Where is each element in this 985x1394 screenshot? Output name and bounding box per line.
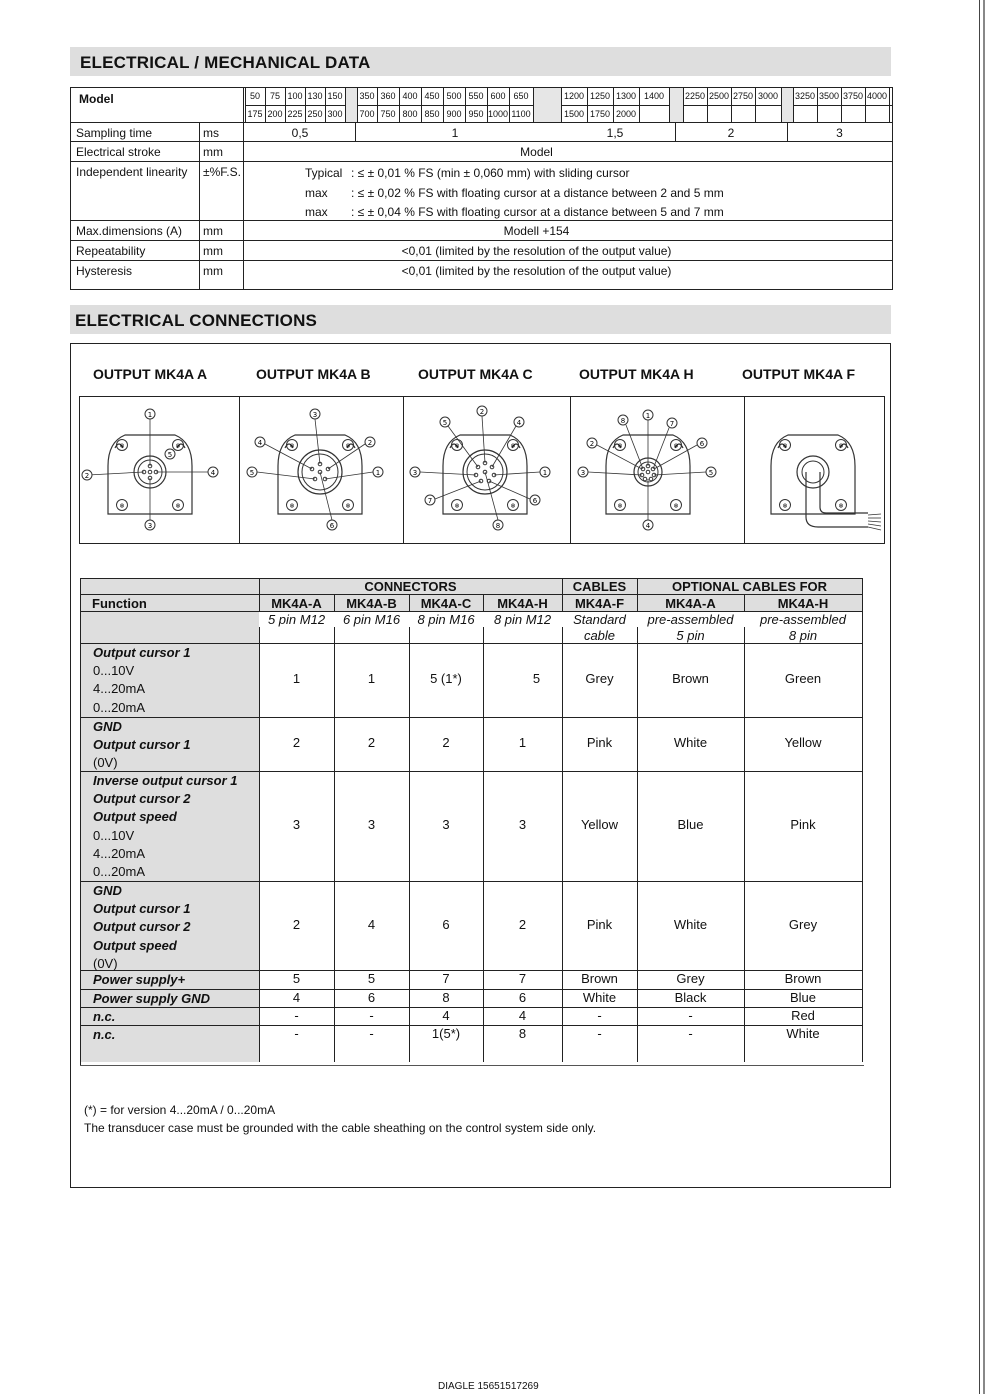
cell-value: Brown: [784, 971, 822, 986]
model-value: 100: [287, 91, 303, 101]
model-value: 950: [468, 109, 484, 119]
model-value: 1200: [563, 91, 585, 101]
model-value: 350: [359, 91, 375, 101]
model-value: 1100: [511, 109, 531, 119]
function-line: 0...20mA: [93, 699, 146, 715]
drawing-stroke: 1: [542, 469, 548, 477]
column-name: MK4A-C: [420, 596, 472, 611]
model-value: 360: [380, 91, 396, 101]
model-value: 3000: [757, 91, 779, 101]
drawing-stroke: [435, 481, 481, 499]
model-value: 800: [402, 109, 418, 119]
model-gap: [346, 88, 357, 122]
column-sub: 6 pin M16: [334, 612, 409, 627]
drawing-stroke: 8: [620, 417, 626, 425]
mech-section-header: [70, 47, 891, 76]
model-value: 900: [446, 109, 462, 119]
drawing-stroke: ⊗: [175, 502, 181, 510]
drawing-stroke: 4: [210, 469, 216, 477]
drawing-stroke: [494, 472, 540, 475]
cell-value: 8: [442, 990, 450, 1005]
drawing-stroke: [649, 477, 653, 481]
drawing-stroke: 3: [147, 522, 153, 530]
row-unit: mm: [203, 145, 223, 159]
connector-drawings: [79, 396, 885, 544]
cell-value: 2: [518, 916, 527, 932]
model-value: 2750: [732, 91, 754, 101]
group-optional: OPTIONAL CABLES FOR: [671, 579, 828, 594]
footer-text: DIAGLE 15651517269: [438, 1381, 539, 1392]
linearity-key: max: [305, 185, 328, 200]
drawing-stroke: 2: [84, 472, 90, 480]
cell-value: 2: [292, 735, 301, 750]
sampling-value: 2: [727, 126, 735, 140]
cell-value: 3: [367, 817, 376, 832]
model-value: 600: [490, 91, 506, 101]
model-value: 2000: [615, 109, 637, 119]
column-sub: 8 pin M16: [409, 612, 483, 627]
model-value: 850: [424, 109, 440, 119]
col-divider: [199, 122, 200, 290]
model-value: 3750: [842, 91, 864, 101]
table-col-line: [80, 578, 81, 1065]
drawing-stroke: ⊗: [510, 442, 516, 450]
cell-value: -: [597, 1026, 602, 1041]
conn-section-title: ELECTRICAL CONNECTIONS: [75, 311, 318, 330]
cell-value: Red: [791, 1008, 815, 1023]
row-value: Model: [520, 145, 553, 159]
column-sub: pre-assembled: [744, 612, 862, 627]
function-line: Output cursor 1: [93, 645, 191, 660]
linearity-key: Typical: [305, 166, 343, 180]
drawing-stroke: 4: [257, 439, 263, 447]
drawing-stroke: 2: [479, 408, 485, 416]
drawing-stroke: ⊗: [289, 502, 295, 510]
drawing-stroke: 7: [427, 497, 433, 505]
row-unit: mm: [203, 224, 223, 238]
function-line: 4...20mA: [93, 845, 146, 861]
column-sub: pre-assembled: [637, 612, 744, 627]
cell-value: Grey: [788, 916, 818, 932]
model-value: 3500: [818, 91, 840, 101]
row-divider: [71, 240, 892, 241]
linearity-value: : ≤ ± 0,04 % FS with floating cursor at a distance between 5 and 7 mm: [351, 205, 724, 219]
function-line: Power supply+: [93, 972, 186, 987]
drawing-stroke: 7: [669, 420, 675, 428]
function-line: (0V): [93, 955, 118, 971]
function-line: 0...10V: [93, 663, 135, 679]
model-value: 150: [327, 91, 343, 101]
cell-value: 1: [292, 671, 301, 686]
model-value: 225: [287, 109, 303, 119]
cell-value: -: [294, 1026, 299, 1041]
drawing-stroke: [325, 472, 373, 479]
cell-value: 8: [518, 1026, 527, 1041]
cell-value: 5: [532, 671, 541, 686]
cell-value: -: [688, 1008, 693, 1023]
model-cell-border: [889, 88, 890, 122]
cell-value: Blue: [677, 817, 704, 832]
row-unit: mm: [203, 264, 223, 278]
row-label: Electrical stroke: [76, 145, 161, 159]
cell-value: 7: [518, 971, 527, 986]
function-line: Output cursor 1: [93, 737, 191, 753]
table-bottom-line: [80, 1065, 864, 1066]
drawing-stroke: ⊗: [289, 442, 295, 450]
drawing-stroke: 3: [580, 469, 586, 477]
page-edge: [979, 0, 980, 1394]
drawing-stroke: [868, 514, 881, 515]
cell-value: 4: [367, 916, 376, 932]
model-value: 130: [307, 91, 323, 101]
function-line: Output speed: [93, 937, 177, 953]
drawing-stroke: 4: [645, 522, 651, 530]
drawing-stroke: ⊗: [454, 442, 460, 450]
cell-value: 3: [442, 817, 450, 832]
cell-value: 6: [367, 990, 376, 1005]
cell-value: -: [369, 1026, 374, 1041]
output-title: OUTPUT MK4A H: [579, 366, 694, 382]
model-value: 4000: [866, 91, 888, 101]
drawing-stroke: 4: [516, 419, 522, 427]
cell-value: Pink: [790, 817, 816, 832]
cell-value: 3: [292, 817, 301, 832]
row-label: Hysteresis: [76, 264, 133, 278]
column-name: MK4A-H: [777, 596, 829, 611]
connector-svg: [80, 397, 886, 545]
row-label: Repeatability: [76, 244, 146, 258]
drawing-stroke: 1: [645, 412, 651, 420]
drawing-stroke: 8: [495, 522, 501, 530]
drawing-stroke: [88, 472, 144, 475]
model-value: 2250: [684, 91, 706, 101]
cell-value: Yellow: [784, 735, 822, 750]
cell-value: White: [786, 1026, 820, 1041]
drawing-stroke: [315, 419, 320, 464]
drawing-stroke: [485, 472, 498, 520]
cell-value: 4: [292, 990, 301, 1005]
drawing-stroke: 3: [412, 469, 418, 477]
model-mid-line: [245, 105, 892, 106]
conn-section-header: [70, 305, 891, 334]
drawing-stroke: 5: [708, 469, 714, 477]
model-value: 2500: [708, 91, 730, 101]
row-value: <0,01 (limited by the resolution of the output value): [401, 244, 672, 258]
drawing-stroke: [806, 472, 868, 527]
model-value: 550: [468, 91, 484, 101]
cell-value: Black: [674, 990, 707, 1005]
row-label: Sampling time: [76, 126, 153, 140]
drawing-stroke: [482, 416, 485, 463]
cell-value: 6: [518, 990, 527, 1005]
column-name: MK4A-H: [497, 596, 548, 611]
drawing-stroke: ⊗: [345, 502, 351, 510]
drawing-stroke: ⊗: [782, 442, 788, 450]
drawing-stroke: 3: [312, 411, 318, 419]
cell-value: 1: [367, 671, 376, 686]
cell-value: 2: [292, 916, 301, 932]
function-line: Output cursor 2: [93, 791, 191, 807]
cell-value: Grey: [676, 971, 705, 986]
column-name: MK4A-A: [665, 596, 716, 611]
group-connectors: CONNECTORS: [364, 579, 457, 594]
row-label: Independent linearity: [76, 165, 188, 179]
cell-value: Blue: [789, 990, 817, 1005]
model-value: 400: [402, 91, 418, 101]
cell-value: 2: [442, 735, 450, 750]
model-value: 1400: [643, 91, 665, 101]
linearity-key: max: [305, 205, 328, 219]
sampling-value: 3: [836, 126, 843, 140]
cell-value: 7: [442, 971, 450, 986]
drawing-stroke: 2: [367, 439, 373, 447]
drawing-stroke: [626, 425, 643, 469]
row-value: Modell +154: [503, 224, 570, 238]
output-title: OUTPUT MK4A F: [742, 366, 856, 382]
cell-value: 3: [518, 817, 527, 832]
model-value: 450: [424, 91, 440, 101]
drawing-stroke: ⊗: [617, 442, 623, 450]
drawing-stroke: ⊗: [119, 502, 125, 510]
function-line: GND: [93, 719, 122, 734]
model-value: 75: [269, 91, 280, 101]
row-divider: [71, 220, 892, 221]
drawing-stroke: ⊗: [345, 442, 351, 450]
function-header: Function: [92, 596, 147, 611]
function-line: Output cursor 1: [93, 901, 191, 917]
column-name: MK4A-A: [271, 596, 322, 611]
row-divider: [71, 141, 892, 142]
cell-value: Green: [784, 671, 822, 686]
drawing-stroke: [868, 524, 881, 526]
drawing-stroke: [868, 527, 881, 530]
linearity-value: : ≤ ± 0,02 % FS with floating cursor at a distance between 2 and 5 mm: [351, 185, 724, 200]
row-divider: [71, 161, 892, 162]
drawing-stroke: ⊗: [673, 442, 679, 450]
cell-value: 4: [518, 1008, 527, 1023]
col-divider: [243, 88, 244, 290]
model-value: 200: [267, 109, 283, 119]
drawing-stroke: [489, 481, 530, 499]
function-line: GND: [93, 883, 122, 898]
drawing-stroke: 1: [147, 411, 153, 419]
drawing-stroke: [643, 477, 647, 481]
function-line: n.c.: [93, 1027, 116, 1042]
cell-value: 1(5*): [431, 1026, 461, 1041]
column-name: MK4A-B: [346, 596, 397, 611]
function-line: Output speed: [93, 809, 177, 825]
model-value: 1500: [563, 109, 585, 119]
drawing-stroke: ⊗: [454, 502, 460, 510]
row-value: <0,01 (limited by the resolution of the output value): [401, 264, 672, 278]
cell-value: Brown: [672, 671, 709, 686]
model-value: 50: [249, 91, 260, 101]
drawing-stroke: [646, 470, 650, 474]
drawing-stroke: [802, 461, 824, 483]
model-label: Model: [79, 92, 114, 106]
model-value: 650: [513, 91, 529, 101]
drawing-stroke: ⊗: [838, 502, 844, 510]
row-unit: mm: [203, 244, 223, 258]
row-divider: [71, 122, 892, 123]
row-unit: ms: [203, 126, 219, 140]
cell-value: -: [597, 1008, 602, 1023]
column-sub: Standard: [562, 612, 637, 627]
footnote-version: (*) = for version 4...20mA / 0...20mA: [84, 1103, 276, 1117]
model-gap: [534, 88, 561, 122]
drawing-stroke: 5: [249, 469, 255, 477]
drawing-stroke: 2: [589, 440, 595, 448]
drawing-stroke: [148, 470, 152, 474]
cell-value: 1: [518, 735, 527, 750]
model-value: 175: [247, 109, 263, 119]
output-title: OUTPUT MK4A C: [418, 366, 533, 382]
output-title: OUTPUT MK4A B: [256, 366, 371, 382]
group-cables: CABLES: [572, 579, 627, 594]
model-gap: [782, 88, 793, 122]
function-line: (0V): [93, 755, 118, 771]
column-name: MK4A-F: [574, 596, 625, 611]
model-value: 300: [327, 109, 343, 119]
sampling-value: 0,5: [291, 126, 309, 140]
cell-value: 5 (1*): [430, 671, 462, 686]
row-divider: [71, 260, 892, 261]
cell-value: 4: [442, 1008, 450, 1023]
drawing-stroke: [448, 426, 478, 467]
cell-value: 5: [367, 971, 376, 986]
model-value: 500: [446, 91, 462, 101]
drawing-stroke: [257, 472, 315, 479]
footnote-grounding: The transducer case must be grounded with the cable sheathing on the control system side only.: [84, 1121, 597, 1135]
function-line: 0...10V: [93, 827, 135, 843]
cell-value: 2: [367, 735, 376, 750]
function-line: Inverse output cursor 1: [93, 773, 238, 788]
drawing-stroke: 5: [167, 451, 173, 459]
model-value: 1000: [487, 109, 509, 119]
linearity-value: : ≤ ± 0,01 % FS (min ± 0,060 mm) with sliding cursor: [351, 166, 630, 180]
drawing-stroke: ⊗: [510, 502, 516, 510]
mech-section-title: ELECTRICAL / MECHANICAL DATA: [80, 53, 371, 72]
cell-value: White: [582, 990, 617, 1005]
drawing-stroke: ⊗: [119, 442, 125, 450]
function-line: 0...20mA: [93, 864, 146, 879]
cell-value: Pink: [586, 735, 613, 750]
cell-value: Yellow: [580, 817, 619, 832]
drawing-stroke: 6: [329, 522, 335, 530]
cell-value: White: [673, 735, 708, 750]
cell-value: -: [294, 1008, 299, 1023]
model-gap: [670, 88, 683, 122]
row-label: Max.dimensions (A): [76, 224, 183, 238]
drawing-stroke: 6: [532, 497, 538, 505]
function-line: n.c.: [93, 1009, 116, 1024]
model-value: 1300: [615, 91, 637, 101]
cell-value: Pink: [586, 916, 613, 932]
sampling-value: 1,5: [606, 126, 624, 140]
drawing-stroke: ⊗: [838, 442, 844, 450]
cell-value: -: [688, 1026, 693, 1041]
drawing-stroke: 5: [442, 419, 448, 427]
column-sub: 5 pin M12: [259, 612, 334, 627]
drawing-stroke: 6: [699, 440, 705, 448]
row-unit: ±%F.S.: [203, 165, 241, 179]
column-sub2: 8 pin: [788, 628, 818, 643]
cell-value: 5: [292, 971, 301, 986]
cell-value: 6: [442, 916, 450, 932]
mech-data-table: [70, 87, 893, 290]
model-value: 700: [359, 109, 375, 119]
model-value: 750: [380, 109, 396, 119]
model-value: 3250: [794, 91, 816, 101]
drawing-stroke: ⊗: [617, 502, 623, 510]
model-value: 1250: [589, 91, 611, 101]
cell-value: Brown: [581, 971, 618, 986]
function-line: Power supply GND: [93, 991, 211, 1006]
drawing-stroke: [653, 428, 669, 469]
model-value: 1750: [589, 109, 611, 119]
cell-value: Grey: [585, 671, 614, 686]
column-sub: 8 pin M12: [483, 612, 562, 627]
drawing-stroke: ⊗: [782, 502, 788, 510]
table-col-line: [862, 578, 863, 1062]
cell-value: White: [673, 916, 708, 932]
drawing-stroke: 1: [375, 469, 381, 477]
model-value: 250: [307, 109, 323, 119]
cell-value: -: [369, 1008, 374, 1023]
drawing-stroke: [868, 521, 881, 522]
output-title: OUTPUT MK4A A: [93, 366, 208, 382]
function-line: 4...20mA: [93, 681, 146, 697]
column-sub2: cable: [583, 628, 616, 643]
function-line: Output cursor 2: [93, 919, 191, 935]
drawing-stroke: ⊗: [175, 442, 181, 450]
column-sub2: 5 pin: [676, 628, 705, 643]
drawing-stroke: ⊗: [673, 502, 679, 510]
sampling-value: 1: [451, 126, 459, 140]
drawing-stroke: [420, 472, 476, 475]
